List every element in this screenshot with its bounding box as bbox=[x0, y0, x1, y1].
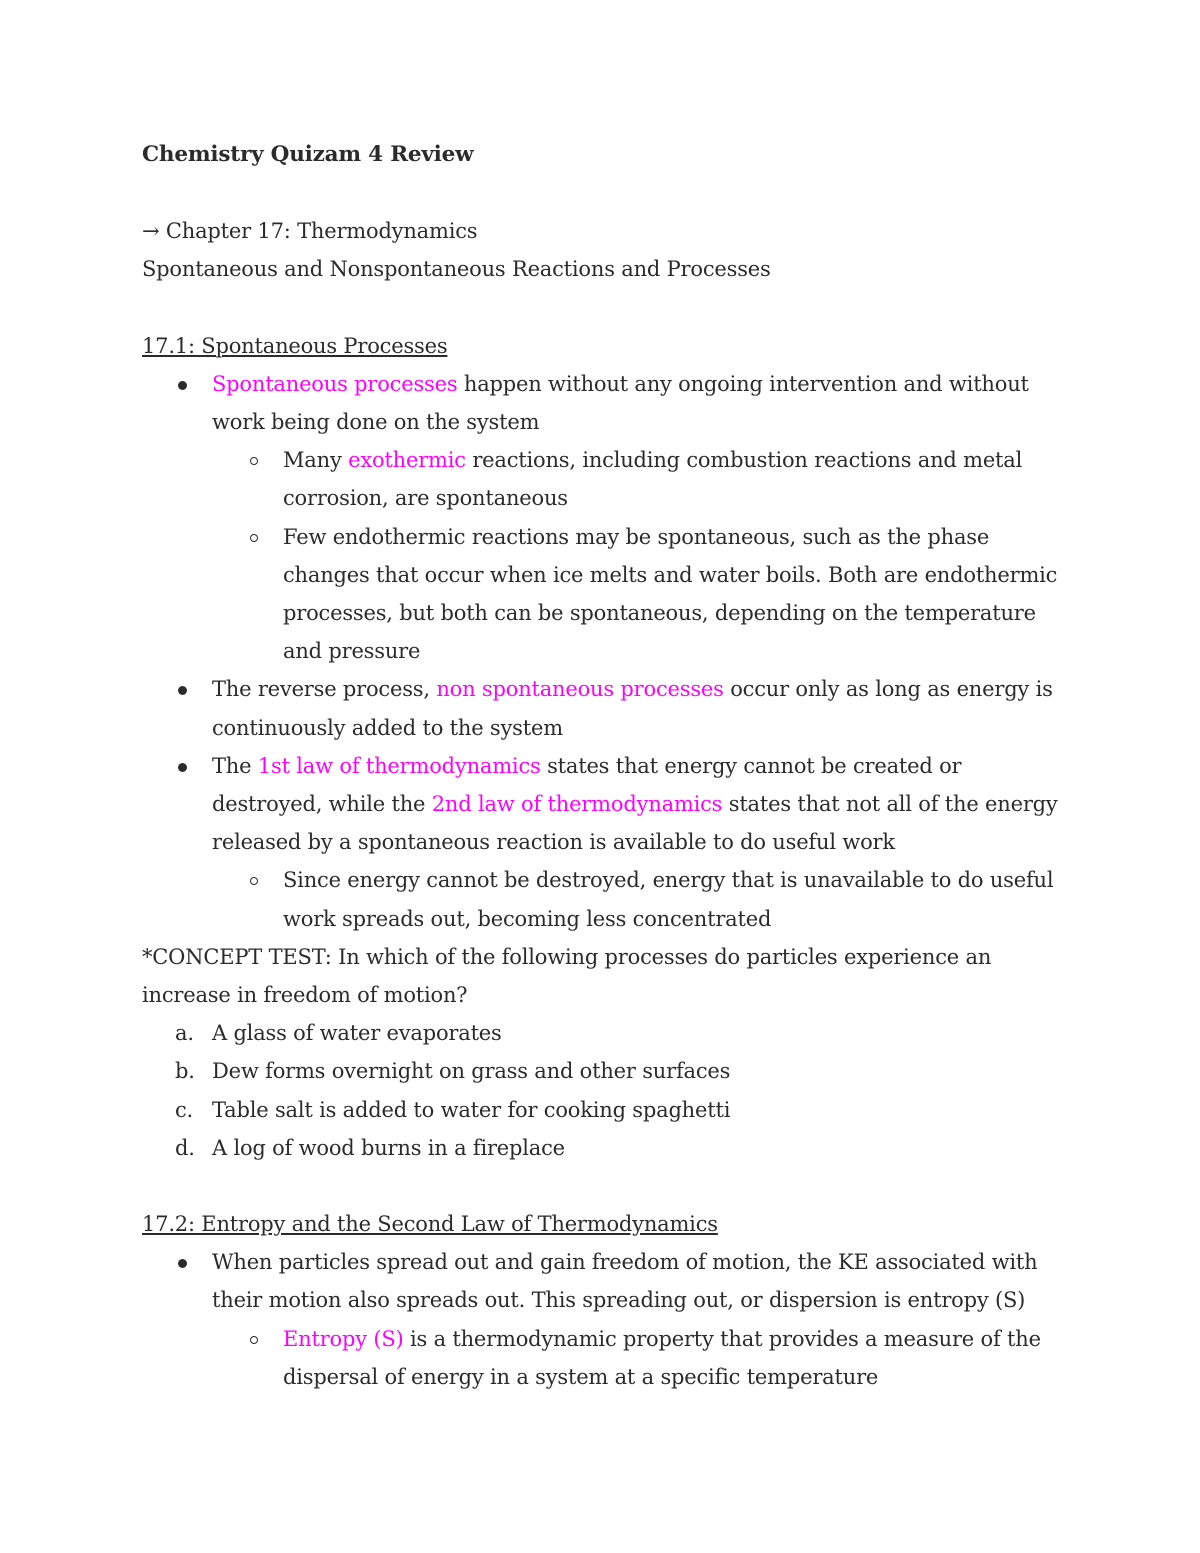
highlighted-term: Spontaneous processes bbox=[212, 371, 458, 396]
list-item-text: happen without any ongoing intervention and without bbox=[457, 371, 1029, 396]
option-letter: a. bbox=[175, 1021, 194, 1046]
list-item-text: and pressure bbox=[283, 639, 421, 664]
list-item-text: work spreads out, becoming less concentrated bbox=[283, 906, 772, 931]
bullet-disc-icon bbox=[178, 1259, 187, 1268]
list-item-text: changes that occur when ice melts and water boils. Both are endothermic bbox=[283, 562, 1058, 587]
option-letter: c. bbox=[175, 1097, 194, 1122]
list-item-text: Few endothermic reactions may be spontaneous, such as the phase bbox=[283, 524, 990, 549]
highlighted-term: 2nd law of thermodynamics bbox=[431, 792, 723, 817]
list-item bbox=[142, 365, 1072, 441]
option-text: A glass of water evaporates bbox=[212, 1021, 502, 1046]
list-item-text: processes, but both can be spontaneous, depending on the temperature bbox=[283, 601, 1036, 626]
option-text: Table salt is added to water for cooking spaghetti bbox=[212, 1097, 731, 1122]
bullet-circle-icon bbox=[250, 1336, 258, 1344]
list-item-text: corrosion, are spontaneous bbox=[283, 486, 568, 511]
list-item-text: occur only as long as energy is bbox=[723, 677, 1053, 702]
list-item-text: Many bbox=[283, 448, 349, 473]
option-item bbox=[142, 1129, 1072, 1167]
bullet-circle-icon bbox=[250, 534, 258, 542]
list-item-text: reactions, including combustion reactions and metal bbox=[465, 448, 1023, 473]
list-item-text: The bbox=[212, 753, 258, 778]
list-item bbox=[142, 1243, 1072, 1319]
bullet-disc-icon bbox=[178, 381, 187, 390]
list-item bbox=[142, 670, 1072, 746]
document-title: Chemistry Quizam 4 Review bbox=[142, 142, 474, 167]
spacer bbox=[142, 289, 1072, 327]
list-item-text: released by a spontaneous reaction is available to do useful work bbox=[212, 830, 895, 855]
highlighted-term: non spontaneous processes bbox=[436, 677, 724, 702]
list-item-text: continuously added to the system bbox=[212, 715, 563, 740]
chapter-subtitle: Spontaneous and Nonspontaneous Reactions and Processes bbox=[142, 257, 771, 282]
list-item-text: destroyed, while the bbox=[212, 792, 432, 817]
list-item-text: The reverse process, bbox=[212, 677, 437, 702]
list-item-text: dispersal of energy in a system at a specific temperature bbox=[283, 1364, 879, 1389]
spacer bbox=[142, 1167, 1072, 1205]
option-item bbox=[142, 1091, 1072, 1129]
sub-list-item bbox=[142, 861, 1072, 937]
option-item bbox=[142, 1014, 1072, 1052]
highlighted-term: Entropy (S) bbox=[283, 1326, 404, 1351]
section-heading-17-2: 17.2: Entropy and the Second Law of Thermodynamics bbox=[142, 1212, 718, 1237]
list-item-text: states that not all of the energy bbox=[722, 792, 1058, 817]
option-letter: d. bbox=[175, 1135, 195, 1160]
list-item-text: When particles spread out and gain freedom of motion, the KE associated with bbox=[212, 1250, 1038, 1275]
option-text: Dew forms overnight on grass and other surfaces bbox=[212, 1059, 731, 1084]
concept-test-options bbox=[142, 1014, 1072, 1167]
section-17-2-list bbox=[142, 1243, 1072, 1396]
chapter-heading-text: Chapter 17: Thermodynamics bbox=[159, 219, 478, 244]
concept-test-question: increase in freedom of motion? bbox=[142, 983, 468, 1008]
option-letter: b. bbox=[175, 1059, 195, 1084]
option-item bbox=[142, 1052, 1072, 1090]
list-item-text: their motion also spreads out. This spreading out, or dispersion is entropy (S) bbox=[212, 1288, 1026, 1313]
sub-list-item bbox=[142, 441, 1072, 517]
sub-list-item bbox=[142, 1320, 1072, 1396]
bullet-disc-icon bbox=[178, 763, 187, 772]
list-item bbox=[142, 747, 1072, 862]
list-item-text: Since energy cannot be destroyed, energy that is unavailable to do useful bbox=[283, 868, 1054, 893]
list-item-text: is a thermodynamic property that provides a measure of the bbox=[403, 1326, 1041, 1351]
section-17-1-list bbox=[142, 365, 1072, 938]
section-heading-17-1: 17.1: Spontaneous Processes bbox=[142, 333, 448, 358]
chapter-heading bbox=[142, 212, 1072, 250]
bullet-circle-icon bbox=[250, 457, 258, 465]
highlighted-term: 1st law of thermodynamics bbox=[257, 753, 541, 778]
sub-list-item bbox=[142, 518, 1072, 671]
list-item-text: states that energy cannot be created or bbox=[540, 753, 962, 778]
highlighted-term: exothermic bbox=[348, 448, 466, 473]
document-page bbox=[142, 136, 1072, 1396]
bullet-circle-icon bbox=[250, 877, 258, 885]
list-item-text: work being done on the system bbox=[212, 410, 540, 435]
arrow-icon: → bbox=[142, 219, 160, 244]
bullet-disc-icon bbox=[178, 686, 187, 695]
concept-test-question: *CONCEPT TEST: In which of the following processes do particles experience an bbox=[142, 944, 992, 969]
option-text: A log of wood burns in a fireplace bbox=[212, 1135, 565, 1160]
